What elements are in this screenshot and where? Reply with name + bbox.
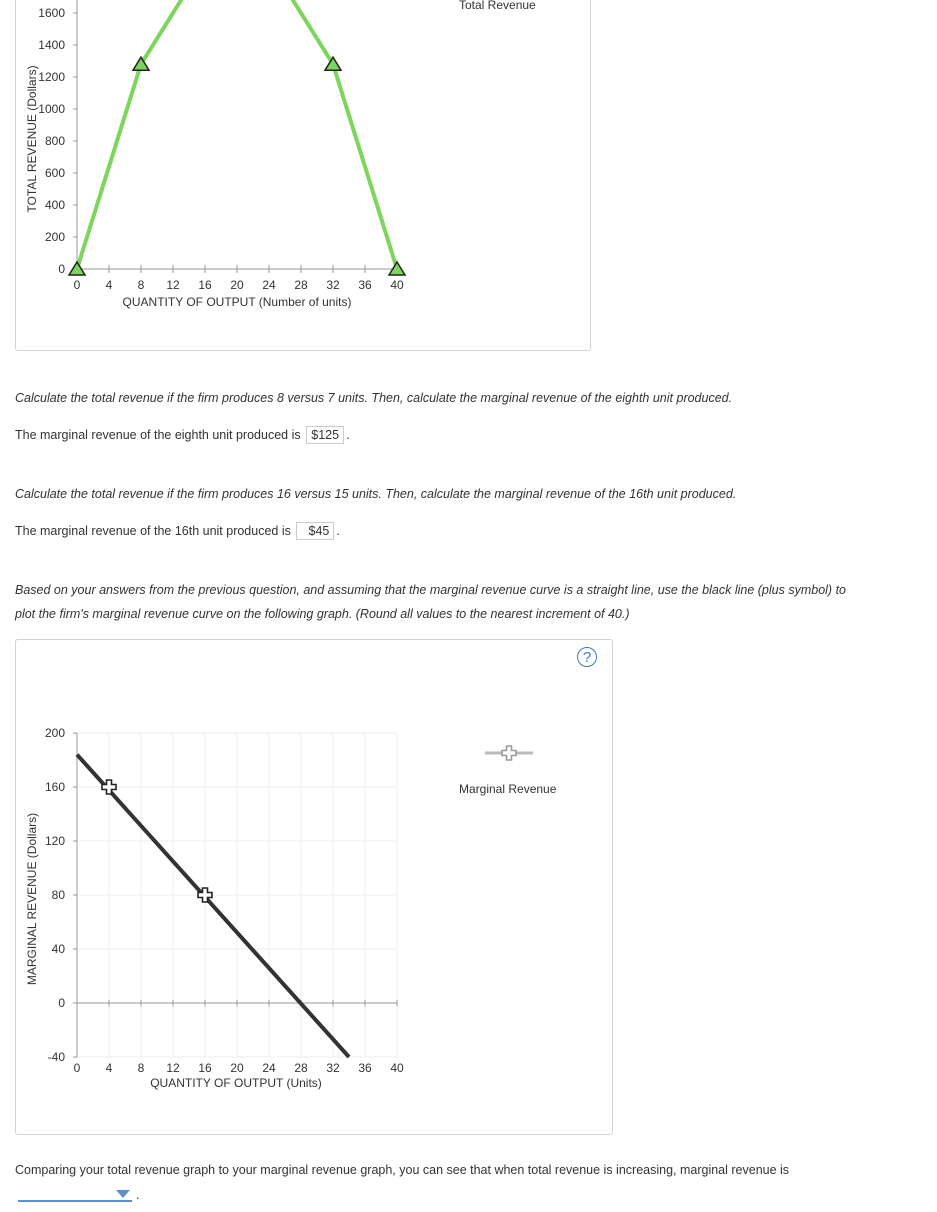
y-tick-label: 0 bbox=[58, 262, 65, 276]
q1-answer-label: The marginal revenue of the eighth unit produced is bbox=[15, 428, 301, 442]
x-tick-label: 20 bbox=[230, 278, 244, 292]
q4-period: . bbox=[136, 1188, 140, 1202]
y-tick-label: 200 bbox=[44, 726, 65, 740]
q3-prompt-line1: Based on your answers from the previous question, and assuming that the marginal revenue curve is a straight line, use the black line (plus symbol) to bbox=[15, 583, 846, 597]
x-tick-label: 40 bbox=[390, 1061, 404, 1075]
x-tick-label: 36 bbox=[358, 1061, 372, 1075]
x-tick-label: 8 bbox=[137, 278, 145, 292]
y-tick-label: 400 bbox=[44, 198, 65, 212]
y-tick-label: 600 bbox=[44, 166, 65, 180]
x-tick-label: 20 bbox=[230, 1061, 244, 1075]
marginal-revenue-line bbox=[77, 755, 349, 1057]
x-tick-label: 36 bbox=[358, 278, 372, 292]
y-tick-label: 800 bbox=[44, 134, 65, 148]
y-tick-label: 1000 bbox=[38, 102, 65, 116]
x-axis-label: QUANTITY OF OUTPUT (Units) bbox=[150, 1076, 322, 1090]
x-tick-label: 4 bbox=[105, 1061, 113, 1075]
x-tick-label: 24 bbox=[262, 1061, 276, 1075]
y-tick-label: 0 bbox=[58, 996, 65, 1010]
chevron-down-icon[interactable] bbox=[116, 1190, 130, 1198]
y-tick-label: 40 bbox=[51, 942, 65, 956]
x-tick-label: 32 bbox=[326, 1061, 340, 1075]
q4-answer-dropdown[interactable] bbox=[18, 1186, 132, 1202]
q3-prompt-line2: plot the firm's marginal revenue curve on the following graph. (Round all values to the nearest increment of 40.) bbox=[15, 607, 630, 621]
y-tick-label: 1400 bbox=[38, 38, 65, 52]
x-tick-label: 24 bbox=[262, 278, 276, 292]
y-tick-label: 80 bbox=[51, 888, 65, 902]
legend-marginal-revenue-label: Marginal Revenue bbox=[459, 782, 557, 796]
x-tick-label: 12 bbox=[166, 1061, 180, 1075]
x-tick-label: 12 bbox=[166, 278, 180, 292]
x-tick-label: 8 bbox=[137, 1061, 145, 1075]
y-tick-label: 200 bbox=[44, 230, 65, 244]
y-tick-label: 1200 bbox=[38, 70, 65, 84]
x-tick-label: 32 bbox=[326, 278, 340, 292]
q2-answer-field[interactable]: $45 bbox=[296, 522, 334, 540]
x-tick-label: 40 bbox=[390, 278, 404, 292]
legend-plus-icon bbox=[502, 746, 516, 760]
q4-prompt: Comparing your total revenue graph to your marginal revenue graph, you can see that when total revenue is increasing, marginal revenue is bbox=[15, 1163, 790, 1177]
x-axis-label: QUANTITY OF OUTPUT (Number of units) bbox=[122, 295, 352, 309]
q2-answer-label: The marginal revenue of the 16th unit produced is bbox=[15, 524, 291, 538]
x-tick-label: 0 bbox=[73, 1061, 81, 1075]
q1-period: . bbox=[346, 428, 350, 442]
q2-prompt: Calculate the total revenue if the firm produces 16 versus 15 units. Then, calculate the marginal revenue of the 16th unit produced. bbox=[15, 487, 737, 501]
q1-answer-field[interactable]: $125 bbox=[306, 426, 344, 444]
y-tick-label: 120 bbox=[44, 834, 65, 848]
y-tick-label: 160 bbox=[44, 780, 65, 794]
legend-plus-icon-shape bbox=[502, 746, 516, 760]
x-tick-label: 16 bbox=[198, 278, 212, 292]
legend-total-revenue-label: Total Revenue bbox=[459, 0, 536, 12]
q1-prompt: Calculate the total revenue if the firm produces 8 versus 7 units. Then, calculate the marginal revenue of the eighth unit produced. bbox=[15, 391, 733, 405]
x-tick-label: 28 bbox=[294, 1061, 308, 1075]
help-icon[interactable]: ? bbox=[577, 647, 597, 667]
x-tick-label: 28 bbox=[294, 278, 308, 292]
y-axis-label: MARGINAL REVENUE (Dollars) bbox=[25, 812, 39, 986]
x-tick-label: 16 bbox=[198, 1061, 212, 1075]
x-tick-label: 4 bbox=[105, 278, 113, 292]
y-tick-label: 1600 bbox=[38, 6, 65, 20]
y-tick-label: -40 bbox=[47, 1050, 65, 1064]
x-tick-label: 0 bbox=[73, 278, 81, 292]
y-axis-label: TOTAL REVENUE (Dollars) bbox=[25, 65, 39, 213]
q2-period: . bbox=[336, 524, 340, 538]
